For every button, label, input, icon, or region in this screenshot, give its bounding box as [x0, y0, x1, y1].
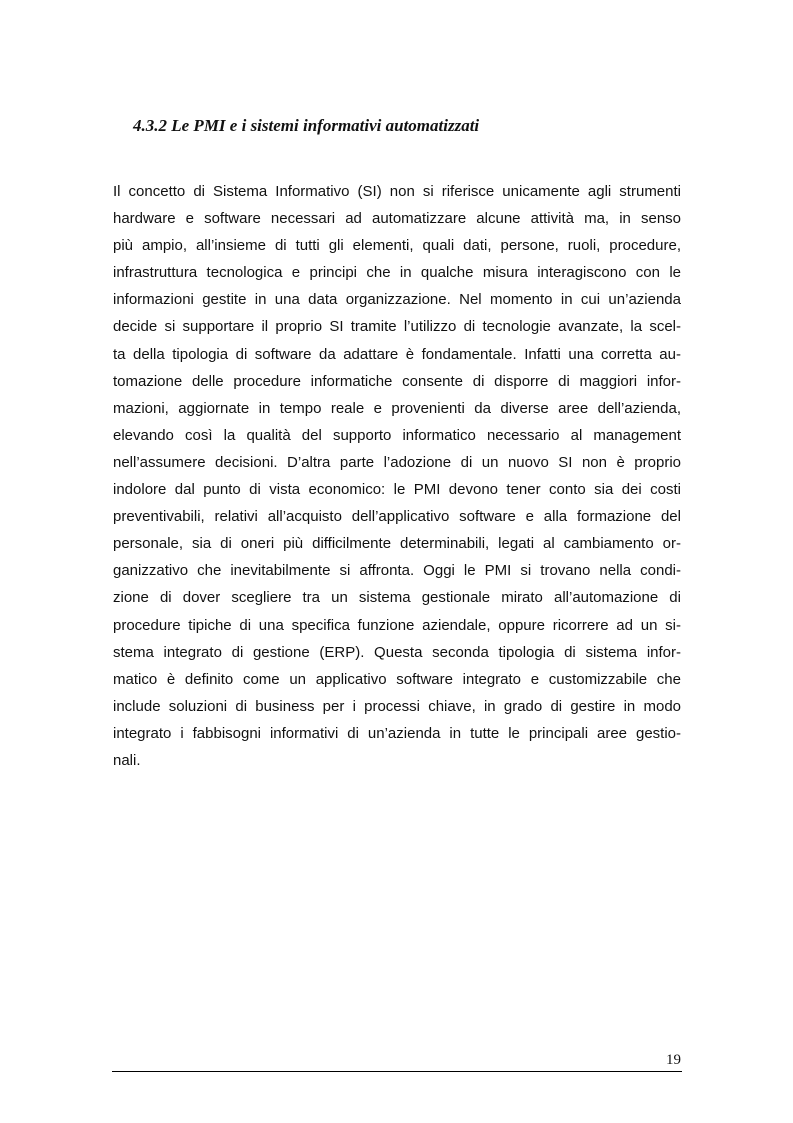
paragraph-line: indolore dal punto di vista economico: le PMI devono tener conto sia dei costi [113, 481, 681, 499]
paragraph-line: tomazione delle procedure informatiche consente di disporre di maggiori infor- [113, 372, 681, 390]
paragraph-line: zione di dover scegliere tra un sistema gestionale mirato all’automazione di [113, 589, 681, 607]
page-number: 19 [666, 1052, 681, 1068]
paragraph-line: ganizzativo che inevitabilmente si affronta. Oggi le PMI si trovano nella condi- [113, 562, 681, 580]
paragraph-line: ta della tipologia di software da adattare è fondamentale. Infatti una corretta au- [113, 345, 681, 363]
paragraph-line: include soluzioni di business per i processi chiave, in grado di gestire in modo [113, 697, 681, 715]
paragraph-line: personale, sia di oneri più difficilmente determinabili, legati al cambiamento or- [113, 535, 681, 553]
paragraph-line: informazioni gestite in una data organizzazione. Nel momento in cui un’azienda [113, 291, 681, 309]
paragraph-line: infrastruttura tecnologica e principi che in qualche misura interagiscono con le [113, 264, 681, 282]
paragraph-line: nali. [113, 751, 141, 769]
paragraph-line: Il concetto di Sistema Informativo (SI) non si riferisce unicamente agli strumenti [113, 183, 681, 200]
paragraph-line: procedure tipiche di una specifica funzione aziendale, oppure ricorrere ad un si- [113, 616, 681, 634]
paragraph-line: matico è definito come un applicativo software integrato e customizzabile che [113, 670, 681, 688]
footer-divider [112, 1071, 682, 1072]
paragraph-line: hardware e software necessari ad automatizzare alcune attività ma, in senso [113, 210, 681, 228]
section-title: 4.3.2 Le PMI e i sistemi informativi automatizzati [133, 116, 480, 135]
paragraph-line: preventivabili, relativi all’acquisto dell’applicativo software e alla formazione del [113, 508, 681, 526]
body-paragraph [113, 178, 681, 774]
paragraph-line: integrato i fabbisogni informativi di un’azienda in tutte le principali aree gestio- [113, 724, 681, 742]
paragraph-line: nell’assumere decisioni. D’altra parte l’adozione di un nuovo SI non è proprio [113, 453, 681, 471]
paragraph-line: mazioni, aggiornate in tempo reale e provenienti da diverse aree dell’azienda, [113, 399, 681, 417]
paragraph-line: stema integrato di gestione (ERP). Questa seconda tipologia di sistema infor- [113, 643, 681, 661]
paragraph-line: decide si supportare il proprio SI tramite l’utilizzo di tecnologie avanzate, la scel- [113, 318, 681, 336]
paragraph-line: più ampio, all’insieme di tutti gli elementi, quali dati, persone, ruoli, procedure, [113, 237, 681, 255]
paragraph-line: elevando così la qualità del supporto informatico necessario al management [113, 426, 681, 444]
